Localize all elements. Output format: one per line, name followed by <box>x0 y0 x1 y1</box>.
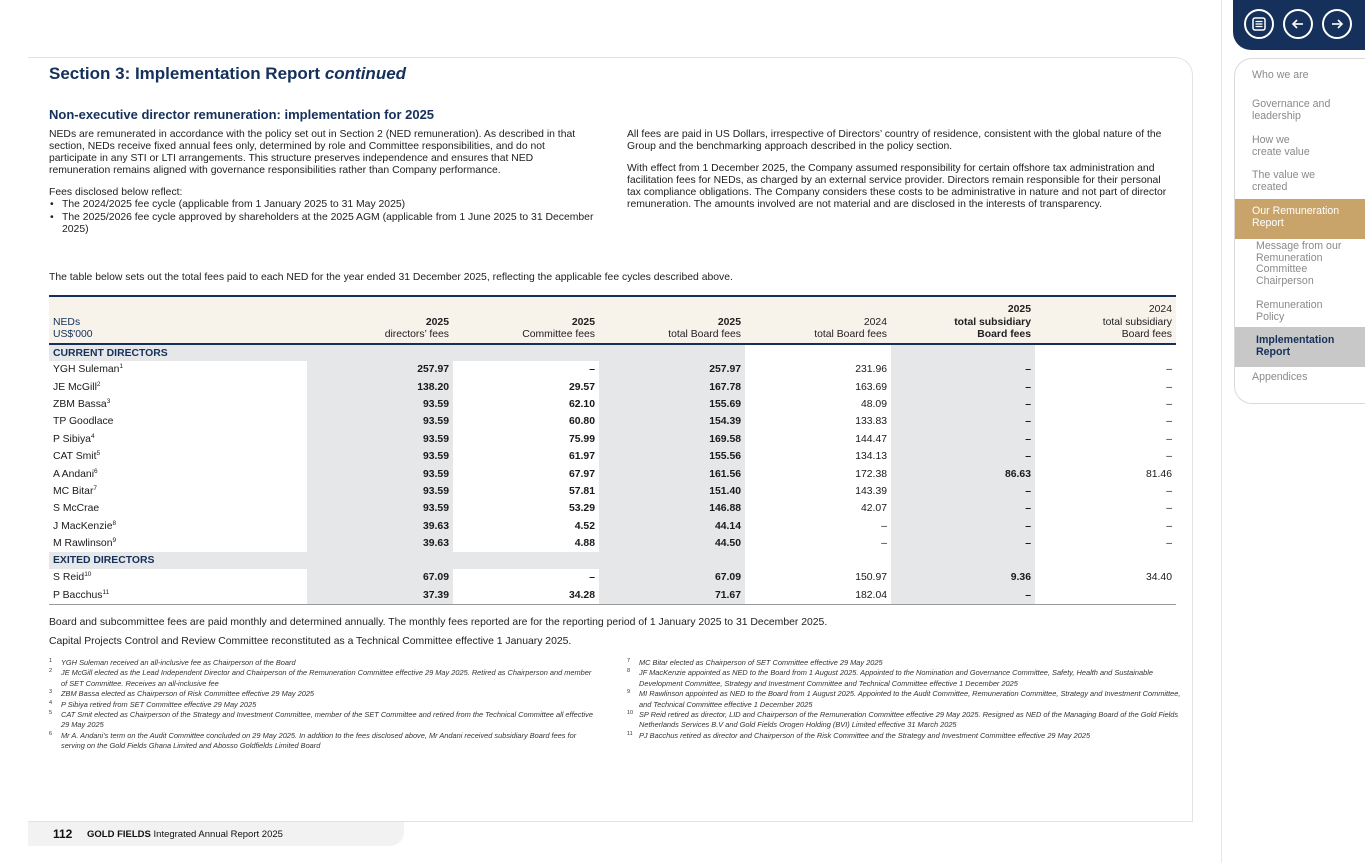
footnote-number: 9 <box>627 689 631 696</box>
footnote-text: SP Reid retired as director, LID and Chairperson of the Remuneration Committee effective 29 May 2025. Resigned as NED of the Managing Board of the Gold Fields Netherlands Services B.V and Gold Fields Orogen Holding (BVI) Limited effective 31 March 2025 <box>639 710 1179 730</box>
director-name: S Reid$^{10}$ <box>53 571 92 584</box>
director-name: P Bacchus$^{11}$ <box>49 587 307 604</box>
fee-cell: 138.20 <box>307 378 453 395</box>
fee-cell: 4.52 <box>574 520 595 532</box>
group-cell <box>307 344 453 361</box>
list-item: • The 2024/2025 fee cycle (applicable from 1 January 2025 to 31 May 2025) <box>49 199 594 211</box>
nav-item-chair-message[interactable]: Message from our Remuneration Committee Chairperson <box>1256 240 1342 287</box>
footnote <box>49 731 599 752</box>
header-committee-fees: 2025 Committee fees <box>453 296 599 344</box>
fee-cell: – <box>891 448 1035 465</box>
header-subsidiary-fees-2024: 2024 total subsidiary Board fees <box>1035 296 1176 344</box>
fee-cell: 155.56 <box>599 448 745 465</box>
subsection-title: Non-executive director remuneration: implementation for 2025 <box>49 107 435 122</box>
group-cell <box>745 552 891 569</box>
fee-cell: – <box>891 396 1035 413</box>
footnotes-right <box>627 658 1182 741</box>
table-row <box>49 378 1176 395</box>
footnotes-left <box>49 658 599 752</box>
fee-cell: 151.40 <box>599 483 745 500</box>
group-cell <box>307 552 453 569</box>
fee-cell: – <box>891 378 1035 395</box>
footnote-ref: 7 <box>93 484 98 492</box>
tax-paragraph: With effect from 1 December 2025, the Company assumed responsibility for certain offshore tax administration and facilitation fees for NEDs, as charged by an external service provider. Directors remain responsible for their personal tax compliance obligations. The Company considers these costs to be administrative in nature and not part of director remuneration. The amounts involved are not material and are disclosed in the interests of transparency. <box>627 163 1167 211</box>
header-directors-fees: 2025 directors’ fees <box>307 296 453 344</box>
fee-cell: – <box>891 518 1035 535</box>
group-label: CURRENT DIRECTORS <box>49 344 307 361</box>
fee-cell: 34.28 <box>453 587 599 604</box>
fee-cell: 257.97 <box>599 361 745 378</box>
footnote-number: 1 <box>49 658 53 664</box>
footnote-text: PJ Bacchus retired as director and Chairperson of the Risk Committee and the Strategy and Investment Committee effective 29 May 2025 <box>639 730 1091 740</box>
fee-cell: – <box>1166 538 1172 550</box>
group-cell <box>1035 344 1176 361</box>
footnote-text: YGH Suleman received an all-inclusive fee as Chairperson of the Board <box>61 658 296 667</box>
fee-cell: 93.59 <box>307 465 453 482</box>
section-title: Section 3: Implementation Report continued <box>49 64 407 83</box>
fee-cell: 231.96 <box>855 364 887 376</box>
fee-cell: – <box>589 364 595 376</box>
committee-note: Capital Projects Control and Review Committee reconstituted as a Technical Committee effective 1 January 2025. <box>49 636 572 647</box>
footnote-ref: 3 <box>106 397 111 405</box>
table-row <box>49 518 1176 535</box>
fee-cell: 39.63 <box>307 518 453 535</box>
fee-cell: 167.78 <box>599 378 745 395</box>
director-name: ZBM Bassa$^3$ <box>53 397 111 410</box>
fee-cell: 155.69 <box>599 396 745 413</box>
fee-cell: 67.09 <box>307 569 453 586</box>
nav-item-remuneration-report[interactable]: Our Remuneration Report <box>1235 199 1365 239</box>
fee-cell: – <box>1166 520 1172 532</box>
table-row <box>49 361 1176 378</box>
group-cell <box>1035 552 1176 569</box>
publication-name: GOLD FIELDS Integrated Annual Report 2025 <box>87 829 283 840</box>
footnote-number: 4 <box>49 699 53 706</box>
contents-icon[interactable] <box>1244 9 1274 39</box>
ned-fees-table <box>49 295 1176 605</box>
page-number: 112 <box>53 827 73 841</box>
fee-cell: 39.63 <box>307 535 453 552</box>
fee-cycle-list <box>49 199 594 235</box>
footnote-number: 7 <box>627 658 631 664</box>
footnote-ref: 5 <box>96 450 101 458</box>
footnote <box>49 668 599 689</box>
footnote <box>627 731 1182 741</box>
footnote-number: 6 <box>49 730 53 737</box>
currency-paragraph: All fees are paid in US Dollars, irrespective of Directors’ country of residence, consistent with the global nature of the Group and the benchmarking approach described in the policy section. <box>627 129 1162 153</box>
nav-toolbar <box>1233 0 1365 50</box>
footnote-ref: 8 <box>112 519 117 527</box>
nav-item-value-created[interactable]: The value we created <box>1252 169 1316 193</box>
table-header-row <box>49 296 1176 344</box>
fee-cell: 81.46 <box>1145 468 1172 480</box>
fee-cell: 134.13 <box>855 451 887 463</box>
group-cell <box>891 344 1035 361</box>
director-name: CAT Smit$^5$ <box>53 450 101 463</box>
table-row <box>49 465 1176 482</box>
director-name: J MacKenzie$^8$ <box>53 519 117 532</box>
footnote-number: 10 <box>627 710 634 717</box>
director-name: S McCrae <box>53 503 100 515</box>
fee-cell: – <box>1166 485 1172 497</box>
fee-cell: 71.67 <box>599 587 745 604</box>
fee-cell: 133.83 <box>855 416 887 428</box>
fee-cell: 67.09 <box>599 569 745 586</box>
fee-cell: 34.40 <box>1145 572 1172 584</box>
footnote <box>627 710 1182 731</box>
fee-cell: – <box>1166 433 1172 445</box>
fee-cell: 93.59 <box>307 500 453 517</box>
footnote-text: MI Rawlinson appointed as NED to the Board from 1 August 2025. Appointed to the Audit Committee, Remuneration Committee, Strategy and Investment Committee, and Technical Committee effective 1 December 2025 <box>639 689 1181 709</box>
fee-cell: 4.88 <box>574 538 595 550</box>
fee-cell <box>1035 587 1176 604</box>
footnote-ref: 4 <box>90 432 95 440</box>
fee-cell: 9.36 <box>891 569 1035 586</box>
nav-item-governance[interactable]: Governance and leadership <box>1252 98 1331 122</box>
footnote-text: JF MacKenzie appointed as NED to the Board from 1 August 2025. Appointed to the Nomination and Governance Committee, Safety, Health and Sustainable Development Committee, Strategy and Investment Committee and Technical Committee effective 1 December 2025 <box>639 668 1153 688</box>
group-cell <box>453 552 599 569</box>
footnote <box>49 700 599 710</box>
fee-cell: 257.97 <box>307 361 453 378</box>
fee-cell: – <box>1166 451 1172 463</box>
fee-cell: 29.57 <box>568 381 595 393</box>
footnote <box>49 689 599 699</box>
table-row <box>49 413 1176 430</box>
footnote-ref: 6 <box>94 467 98 475</box>
footnote-number: 5 <box>49 710 53 717</box>
fee-cell: 37.39 <box>307 587 453 604</box>
fee-cell: – <box>891 587 1035 604</box>
fee-cell: 93.59 <box>307 483 453 500</box>
nav-item-appendices[interactable]: Appendices <box>1252 371 1308 383</box>
fee-cell: 61.97 <box>568 451 595 463</box>
sidebar-divider <box>1221 0 1222 863</box>
fee-cell: 146.88 <box>599 500 745 517</box>
footnote-text: JE McGill elected as the Lead Independent Director and Chairperson of the Remuneration Committee effective 29 May 2025. Retired as Chairperson and member of SET Committee. Receives an all-inclusive fee <box>61 668 592 688</box>
fee-cell: – <box>1166 364 1172 376</box>
footnote-text: CAT Smit elected as Chairperson of the Strategy and Investment Committee, member of the SET Committee and retired from the Technical Committee all effective 29 May 2025 <box>61 710 593 730</box>
footnote-ref: 9 <box>112 537 117 545</box>
fee-cell: 154.39 <box>599 413 745 430</box>
footnote <box>627 668 1182 689</box>
table-row <box>49 500 1176 517</box>
footnote-text: P Sibiya retired from SET Committee effective 29 May 2025 <box>61 699 257 709</box>
table-row <box>49 431 1176 448</box>
footnote <box>627 658 1182 668</box>
director-name: TP Goodlace <box>53 416 114 428</box>
intro-paragraph: NEDs are remunerated in accordance with the policy set out in Section 2 (NED remuneration). As described in that section, NEDs receive fixed annual fees only, determined by role and Committee responsibilities, and do not participate in any STI or LTI arrangements. This structure preserves independence and ensures that NED remuneration remains aligned with governance responsibilities rather than Company performance. <box>49 129 576 177</box>
fee-cell: 53.29 <box>568 503 595 515</box>
footnote-ref: 11 <box>102 588 110 596</box>
fee-cell: 161.56 <box>599 465 745 482</box>
footnote-number: 3 <box>49 689 53 696</box>
fee-cell: – <box>1166 398 1172 410</box>
fee-cell: 86.63 <box>891 465 1035 482</box>
fee-cell: 169.58 <box>599 431 745 448</box>
table-row <box>49 396 1176 413</box>
nav-item-who-we-are[interactable]: Who we are <box>1252 69 1309 81</box>
footnote <box>627 689 1182 710</box>
director-name: JE McGill$^2$ <box>53 380 101 393</box>
fees-heading: Fees disclosed below reflect: <box>49 187 183 199</box>
group-cell <box>745 344 891 361</box>
nav-item-how-we-create-value[interactable]: How we create value <box>1252 134 1310 158</box>
fee-cell: 163.69 <box>855 381 887 393</box>
footnote <box>49 710 599 731</box>
header-total-board-fees-2025: 2025 total Board fees <box>599 296 745 344</box>
table-row <box>49 483 1176 500</box>
group-label: EXITED DIRECTORS <box>49 552 307 569</box>
table-row <box>49 569 1176 586</box>
group-cell <box>599 344 745 361</box>
fee-cell: – <box>891 535 1035 552</box>
fee-cell: – <box>881 520 887 532</box>
footnote-number: 8 <box>627 668 631 675</box>
fee-cell: – <box>589 572 595 584</box>
nav-item-implementation-report[interactable]: Implementation Report <box>1235 327 1365 367</box>
fee-cell: 150.97 <box>855 572 887 584</box>
arrow-left-icon[interactable] <box>1283 9 1313 39</box>
director-name: YGH Suleman$^1$ <box>53 363 124 376</box>
payment-note: Board and subcommittee fees are paid monthly and determined annually. The monthly fees reported are for the reporting period of 1 January 2025 to 31 December 2025. <box>49 617 828 628</box>
fee-cell: – <box>891 483 1035 500</box>
intro-right-column <box>627 129 1172 222</box>
director-name: A Andani$^6$ <box>53 467 98 480</box>
footnote-number: 11 <box>627 730 633 737</box>
table-row <box>49 587 1176 604</box>
director-name: MC Bitar$^7$ <box>53 484 98 497</box>
header-total-board-fees-2024: 2024 total Board fees <box>745 296 891 344</box>
fee-cell: 93.59 <box>307 396 453 413</box>
fee-cell: – <box>1166 503 1172 515</box>
footnote-ref: 2 <box>96 380 101 388</box>
fee-cell: 93.59 <box>307 448 453 465</box>
fee-cell: 93.59 <box>307 431 453 448</box>
header-subsidiary-fees-2025: 2025 total subsidiary Board fees <box>891 296 1035 344</box>
fee-cell: 143.39 <box>855 485 887 497</box>
footnote-ref: 1 <box>119 363 124 371</box>
footnote-text: Mr A. Andani’s term on the Audit Committee concluded on 29 May 2025. In addition to the fees disclosed above, Mr Andani received subsidiary Board fees for serving on the Gold Fields Ghana Limited and Abosso Goldfields Limited Board <box>61 730 577 751</box>
fee-cell: 57.81 <box>568 485 595 497</box>
table-group-row <box>49 344 1176 361</box>
director-name: M Rawlinson$^9$ <box>53 537 117 550</box>
fee-cell: – <box>891 431 1035 448</box>
fee-cell: – <box>891 361 1035 378</box>
footnote-text: MC Bitar elected as Chairperson of SET Committee effective 29 May 2025 <box>639 658 883 667</box>
fee-cell: 48.09 <box>860 398 887 410</box>
table-intro: The table below sets out the total fees paid to each NED for the year ended 31 December 2025, reflecting the applicable fee cycles described above. <box>49 272 733 283</box>
fee-cell: 60.80 <box>568 416 595 428</box>
director-name: P Sibiya$^4$ <box>53 432 95 445</box>
fee-cell: 172.38 <box>855 468 887 480</box>
intro-left-column <box>49 129 594 236</box>
fee-cell: 44.50 <box>599 535 745 552</box>
nav-item-remuneration-policy[interactable]: Remuneration Policy <box>1256 299 1323 323</box>
fee-cell: 62.10 <box>568 398 595 410</box>
fee-cell: 67.97 <box>568 468 595 480</box>
fee-cell: – <box>891 413 1035 430</box>
section-nav <box>1234 58 1365 404</box>
footnote-ref: 10 <box>84 571 92 579</box>
footnote-text: ZBM Bassa elected as Chairperson of Risk Committee effective 29 May 2025 <box>61 689 315 699</box>
fee-cell: 93.59 <box>307 413 453 430</box>
fee-cell: – <box>1166 416 1172 428</box>
fee-cell: 144.47 <box>855 433 887 445</box>
fee-cell: – <box>1166 381 1172 393</box>
footnote-number: 2 <box>49 668 53 675</box>
list-item: • The 2025/2026 fee cycle approved by shareholders at the 2025 AGM (applicable from 1 June 2025 to 31 December 2025) <box>49 212 594 236</box>
table-row <box>49 535 1176 552</box>
table-row <box>49 448 1176 465</box>
group-cell <box>599 552 745 569</box>
fee-cell: – <box>881 538 887 550</box>
fee-cell: 75.99 <box>568 433 595 445</box>
group-cell <box>891 552 1035 569</box>
fee-cell: 42.07 <box>860 503 887 515</box>
arrow-right-icon[interactable] <box>1322 9 1352 39</box>
group-cell <box>453 344 599 361</box>
header-neds: NEDs US$'000 <box>49 296 307 344</box>
fee-cell: 182.04 <box>745 587 891 604</box>
footnote <box>49 658 599 668</box>
fee-cell: – <box>891 500 1035 517</box>
fee-cell: 44.14 <box>599 518 745 535</box>
table-group-row <box>49 552 1176 569</box>
